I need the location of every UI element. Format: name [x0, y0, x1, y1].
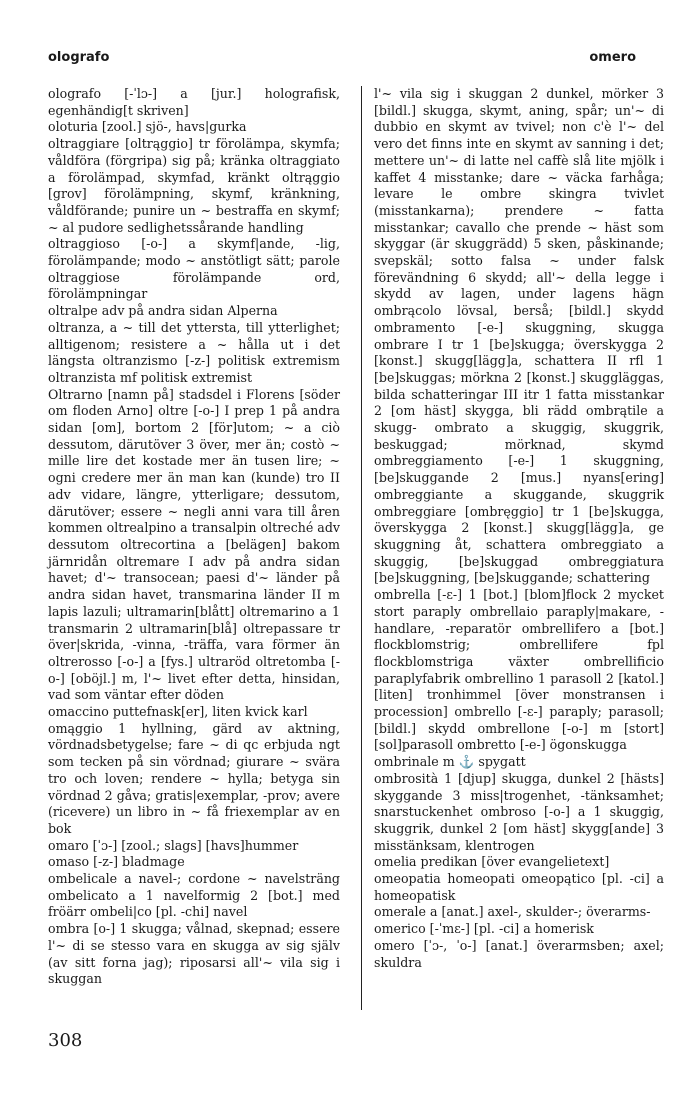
left-column: [48, 86, 340, 988]
running-head-right: omero: [589, 50, 636, 65]
column-divider: [361, 86, 362, 1010]
right-column: [374, 86, 664, 971]
entry: omaccino puttefnask[er], liten kvick karl: [48, 704, 308, 720]
entry: omerale a [anat.] axel-, skulder-; överarms-: [374, 904, 651, 920]
entry: ombra [o-] 1 skugga; vålnad, skepnad; essere l'~ di se stesso vara en skugga av sig själv (av sitt forna jag); riposarsi all'~ vila sig i skuggan: [48, 921, 340, 987]
entry: oltralpe adv på andra sidan Alperna: [48, 303, 278, 319]
page-number: 308: [48, 1030, 83, 1051]
entry: ombrosità 1 [djup] skugga, dunkel 2 [hästs] skyggande 3 miss|trogenhet, -tänksamhet; snarstuckenhet ombroso [-o-] a 1 skuggig, skuggrik, dunkel 2 [om häst] skygg[ande] 3 misstänksam, klentrogen: [374, 770, 664, 853]
entry: omaso [-z-] bladmage: [48, 854, 185, 870]
entry: omelia predikan [över evangelietext]: [374, 854, 610, 870]
entry: ombrinale m ⚓ spygatt: [374, 754, 526, 770]
entry: l'~ vila sig i skuggan 2 dunkel, mörker 3 [bildl.] skugga, skymt, aning, spår; un'~ di dubbio en skymt av tvivel; non c'è l'~ del vero det finns inte en skymt av sanning i det; mettere un'~ di latte nel caffè slå lite mjölk i kaffet 4 misstanke; dare ~ väcka farhåga; levare le ombre skingra tvivlet (misstankarna); prendere ~ fatta misstankar; cavallo che prende ~ häst som skyggar (är skuggrädd) 5 sken, påskinande; svepskäl; sotto falsa ~ under falsk förevändning 6 skydd; all'~ della legge i skydd av lagen, under lagens hägn ombrącolo lövsal, berså; [bildl.] skydd ombramento [-e-] skuggning, skugga ombrare I tr 1 [be]skugga; överskygga 2 [konst.] skugg[lägg]a, schattera II rfl 1 [be]skuggas; mörkna 2 [konst.] skuggläggas, bilda schatteringar III itr 1 fatta misstankar 2 [om häst] skygga, bli rädd ombrątile a skugg- ombrato a skuggig, skuggrik, beskuggad; mörknad, skymd ombreggiamento [-e-] 1 skuggning, [be]skuggande 2 [mus.] nyans[ering] ombreggiante a skuggande, skuggrik ombreggiare [ombręggio] tr 1 [be]skugga, överskygga 2 [konst.] skugg[lägg]a, ge skuggning åt, schattera ombreggiato a skuggig, [be]skuggad ombreggiatura [be]skuggning, [be]skuggande; schattering: [374, 86, 664, 586]
running-head-left: olografo: [48, 50, 110, 65]
entry: oltraggiare [oltrąggio] tr förolämpa, skymfa; våldföra (förgripa) sig på; kränka oltraggiato a förolämpad, skymfad, kränkt oltrąggio [grov] förolämpning, skymf, kränkning, våldförande; punire un ~ bestraffa en skymf; ~ al pudore sedlighetssårande handling: [48, 136, 340, 235]
entry: ombrella [-ɛ-] 1 [bot.] [blom]flock 2 mycket stort paraply ombrellaio paraply|makare, -handlare, -reparatör ombrellifero a [bot.] flockblomstrig; ombrellifere fpl flockblomstriga växter ombrellificio paraplyfabrik ombrellino 1 parasoll 2 [katol.] [liten] tronhimmel [över monstransen i procession] ombrello [-ɛ-] paraply; parasoll; [bildl.] skydd ombrellone [-o-] m [stort] [sol]parasoll ombretto [-e-] ögonskugga: [374, 587, 664, 753]
entry: olografo [-ˈlɔ-] a [jur.] holografisk, egenhändig[t skriven]: [48, 86, 340, 118]
entry: Oltrarno [namn på] stadsdel i Florens [söder om floden Arno] oltre [-o-] I prep 1 på andra sidan [om], bortom 2 [för]utom; ~ a ciò dessutom, därutöver 3 över, mer än; costò ~ mille lire det kostade mer än tusen lire; ~ ogni credere mer än man kan (kunde) tro II adv vidare, längre, ytterligare; dessutom, därutöver; essere ~ negli anni vara till åren kommen oltrealpino a transalpin oltreché adv dessutom oltrecortina a [belägen] bakom järnridån oltremare I adv på andra sidan havet; d'~ transocean; paesi d'~ länder på andra sidan havet, transmarina länder II m lapis lazuli; ultramarin[blått] oltremarino a 1 transmarin 2 ultramarin[blå] oltrepassare tr över|skrida, -vinna, -träffa, vara förmer än oltrerosso [-o-] a [fys.] ultraröd oltretomba [-o-] [oböjl.] m, l'~ livet efter detta, hinsidan, vad som väntar efter döden: [48, 386, 340, 703]
entry: oltranza, a ~ till det yttersta, till ytterlighet; alltigenom; resistere a ~ hålla ut i det längsta oltranzismo [-z-] politisk extremism oltranzista mf politisk extremist: [48, 319, 340, 385]
entry: omąggio 1 hyllning, gärd av aktning, vördnadsbetygelse; fare ~ di qc erbjuda ngt som tecken på sin vördnad; giurare ~ svära tro och loven; rendere ~ hylla; betyga sin vördnad 2 gåva; gratis|exemplar, -prov; avere (ricevere) un libro in ~ få friexemplar av en bok: [48, 720, 340, 836]
entry: omero [ˈɔ-, ˈo-] [anat.] överarmsben; axel; skuldra: [374, 937, 664, 970]
entry: omerico [-ˈmɛ-] [pl. -ci] a homerisk: [374, 921, 594, 937]
entry: oltraggioso [-o-] a skymf|ande, -lig, förolämpande; modo ~ anstötligt sätt; parole oltraggiose förolämpande ord, förolämpningar: [48, 236, 340, 302]
entry: omeopatia homeopati omeopątico [pl. -ci] a homeopatisk: [374, 871, 664, 903]
entry: omaro [ˈɔ-] [zool.; slags] [havs]hummer: [48, 837, 299, 853]
entry: ombelicale a navel-; cordone ~ navelsträng ombelicato a 1 navelformig 2 [bot.] med fröärr ombeli|co [pl. -chi] navel: [48, 871, 340, 920]
entry: oloturia [zool.] sjö-, havs|gurka: [48, 119, 247, 135]
